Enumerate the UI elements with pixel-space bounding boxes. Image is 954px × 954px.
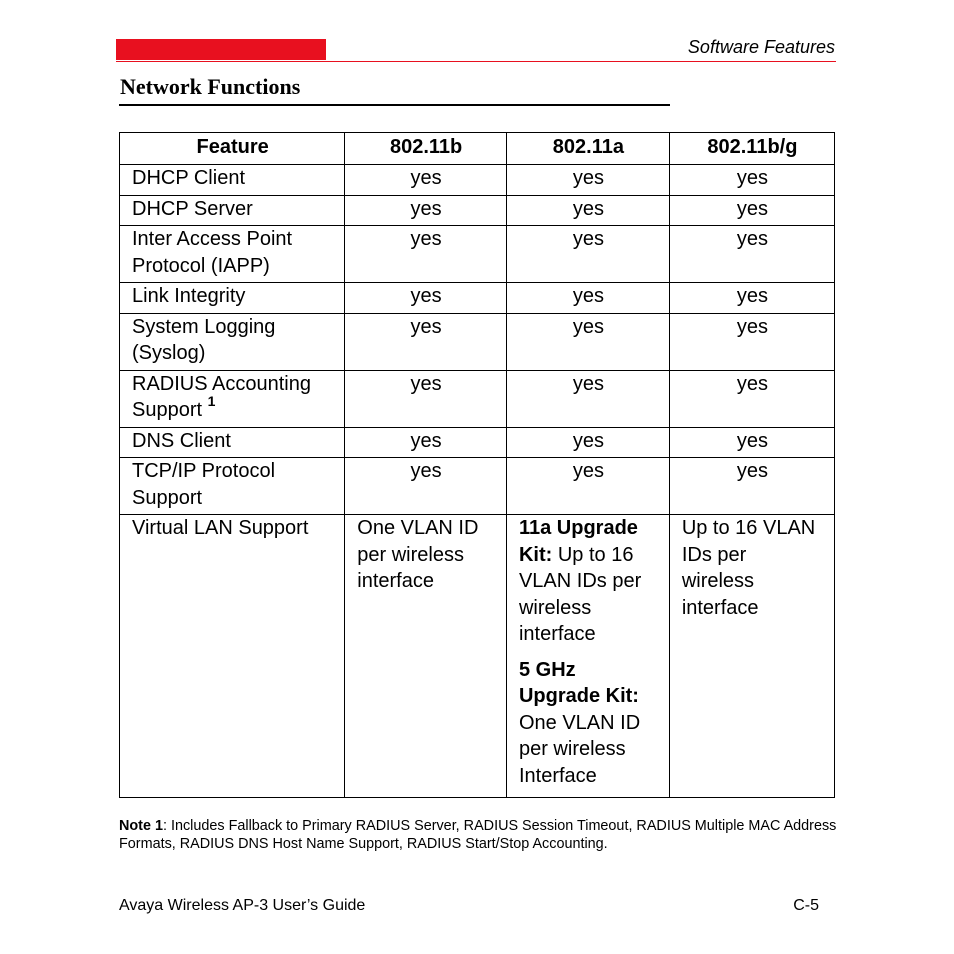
value-cell: yes <box>345 313 507 370</box>
value-cell: yes <box>506 195 669 226</box>
kit-11a-text: Up to 16 VLAN IDs per wireless interface <box>518 543 642 645</box>
value-cell: yes <box>506 283 669 314</box>
value-cell: yes <box>345 283 507 314</box>
value-cell: yes <box>506 313 669 370</box>
table-row <box>120 427 835 458</box>
value-cell: yes <box>345 195 507 226</box>
footer-page-number: C-5 <box>793 897 819 914</box>
value-cell: yes <box>506 165 669 196</box>
table-row-vlan <box>120 515 835 798</box>
column-header-80211b: 802.11b <box>345 133 507 165</box>
footer-guide-title: Avaya Wireless AP-3 User’s Guide <box>119 897 366 914</box>
feature-cell: System Logging (Syslog) <box>120 313 345 370</box>
column-header-80211a: 802.11a <box>506 133 669 165</box>
table-row <box>120 313 835 370</box>
upgrade-kit-list <box>519 515 658 789</box>
kit-5ghz-label: 5 GHz Upgrade Kit: <box>518 658 639 707</box>
feature-cell: Virtual LAN Support <box>120 515 345 798</box>
feature-cell <box>120 370 345 427</box>
footnote <box>119 817 839 853</box>
table-row <box>120 195 835 226</box>
value-cell: Up to 16 VLAN IDs per wireless interface <box>669 515 834 798</box>
value-cell: yes <box>669 226 834 283</box>
feature-cell: DHCP Client <box>120 165 345 196</box>
table-row <box>120 370 835 427</box>
running-head: Software Features <box>687 37 835 57</box>
feature-cell: Link Integrity <box>120 283 345 314</box>
kit-5ghz-text: One VLAN ID per wireless Interface <box>518 711 641 787</box>
kit-11a <box>519 515 658 648</box>
section-title: Network Functions <box>120 74 301 99</box>
value-cell: One VLAN ID per wireless interface <box>345 515 507 798</box>
value-cell: yes <box>669 165 834 196</box>
value-cell: yes <box>669 370 834 427</box>
value-cell: yes <box>345 165 507 196</box>
value-cell: yes <box>345 226 507 283</box>
value-cell: yes <box>669 427 834 458</box>
value-cell: yes <box>506 226 669 283</box>
table-row <box>120 165 835 196</box>
value-cell: yes <box>345 370 507 427</box>
kit-5ghz <box>519 657 658 790</box>
value-cell: yes <box>669 195 834 226</box>
footnote-label: Note 1 <box>119 818 163 834</box>
value-cell: yes <box>669 283 834 314</box>
feature-cell: TCP/IP Protocol Support <box>120 458 345 515</box>
value-cell: yes <box>506 427 669 458</box>
feature-cell: DNS Client <box>120 427 345 458</box>
value-cell: yes <box>506 458 669 515</box>
value-cell: yes <box>345 427 507 458</box>
footnote-text: : Includes Fallback to Primary RADIUS Server, RADIUS Session Timeout, RADIUS Multiple MAC Address Formats, RADIUS DNS Host Name Support, RADIUS Start/Stop Accounting. <box>119 818 837 852</box>
table-row <box>120 283 835 314</box>
section-title-rule <box>119 104 670 106</box>
column-header-feature: Feature <box>120 133 345 165</box>
kit-11a-label: 11a Upgrade Kit: <box>518 517 638 566</box>
table-header-row <box>120 133 835 165</box>
column-header-80211bg: 802.11b/g <box>669 133 834 165</box>
value-cell: yes <box>506 370 669 427</box>
table-row <box>120 458 835 515</box>
header-rule <box>116 61 836 62</box>
feature-label: RADIUS Accounting Support <box>132 372 311 421</box>
feature-cell: DHCP Server <box>120 195 345 226</box>
value-cell: yes <box>669 313 834 370</box>
table-row <box>120 226 835 283</box>
value-cell: yes <box>345 458 507 515</box>
feature-cell: Inter Access Point Protocol (IAPP) <box>120 226 345 283</box>
value-cell: yes <box>669 458 834 515</box>
value-cell-kits <box>506 515 669 798</box>
header-accent-bar <box>116 39 326 60</box>
network-functions-table <box>119 132 835 798</box>
footnote-reference: 1 <box>207 393 216 410</box>
